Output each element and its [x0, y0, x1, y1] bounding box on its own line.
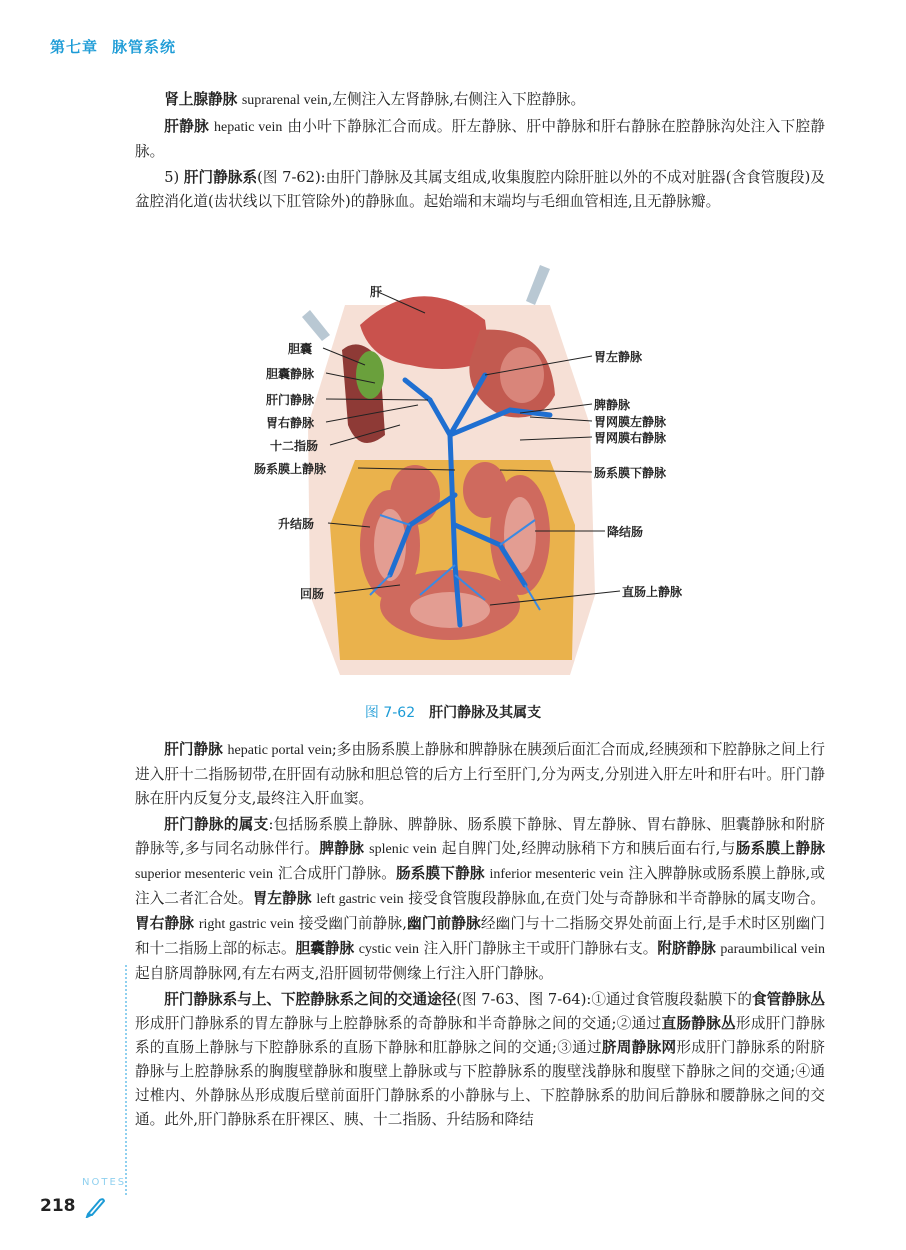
figure-caption [0, 702, 906, 722]
label-left-gastric-vein: 胃左静脉 [594, 350, 643, 364]
term: 胃左静脉 [252, 890, 312, 907]
paragraph-text: 形成肝门静脉系的附脐静脉与上腔静脉系的胸腹壁静脉和腹壁上静脉或与下腔静脉系的腹壁浅静脉和腹壁下静脉之间的交通;④通过椎内、外静脉丛形成腹后壁前面肝门静脉系的小静脉与上、下腔静脉系的肋间后静脉和腰静脉之间的交通。此外,肝门静脉系在肝裸区、胰、十二指肠、升结肠和降结 [135, 1039, 825, 1128]
paragraph-text: 经幽门与十二指肠交界处前面上行,是手术时区别幽门和十二指肠上部的标志。 [135, 915, 825, 957]
running-header [50, 36, 190, 57]
paragraph-text: 形成肝门静脉系的胃左静脉与上腔静脉系的奇静脉和半奇静脉之间的交通;②通过 [135, 1015, 662, 1032]
term: 脐周静脉网 [601, 1039, 677, 1056]
label-gallbladder: 胆囊 [288, 342, 313, 356]
section-label: 脉管系统 [112, 38, 177, 56]
term: 幽门前静脉 [406, 915, 481, 932]
paragraph-text: 由小叶下静脉汇合而成。肝左静脉、肝中静脉和肝右静脉在腔静脉沟处注入下腔静脉。 [135, 118, 826, 160]
label-cystic-vein: 胆囊静脉 [266, 367, 315, 381]
label-descending-colon: 降结肠 [607, 525, 644, 539]
term: 肠系膜下静脉 [395, 865, 485, 882]
item-number: 5) [164, 169, 180, 186]
paragraph-text: 形成肝门静脉系的直肠上静脉与下腔静脉系的直肠下静脉和肛静脉之间的交通;③通过 [135, 1015, 825, 1056]
paragraph-text: :包括肠系膜上静脉、脾静脉、肠系膜下静脉、胃左静脉、胃右静脉、胆囊静脉和附脐静脉等,多与同名动脉伴行。 [135, 816, 825, 857]
label-sup-rectal-vein: 直肠上静脉 [622, 585, 683, 599]
paragraph-text: 汇合成肝门静脉。 [277, 865, 396, 882]
term: 肝门静脉系与上、下腔静脉系之间的交通途径 [164, 991, 457, 1008]
term: 肝门静脉 [164, 741, 223, 758]
paragraph-text: (图 7-62):由肝门静脉及其属支组成,收集腹腔内除肝脏以外的不成对脏器(含食管腹段)及盆腔消化道(齿状线以下肛管除外)的静脉血。起始端和末端均与毛细血管相连,且无静脉瓣。 [135, 169, 826, 210]
notes-margin-line [125, 965, 127, 1195]
term-english: superior mesenteric vein [135, 867, 273, 882]
label-liver: 肝 [370, 285, 383, 299]
paragraph-text: (图 7-63、图 7-64):①通过食管腹段黏膜下的 [456, 991, 752, 1008]
term: 脾静脉 [319, 840, 365, 857]
label-duodenum: 十二指肠 [270, 439, 319, 453]
term: 肝门静脉系 [183, 169, 258, 186]
intro-text [135, 88, 825, 216]
term-english: inferior mesenteric vein [489, 867, 624, 882]
label-splenic-vein: 脾静脉 [594, 398, 631, 412]
term-english: suprarenal vein [241, 93, 328, 108]
term-english: hepatic portal vein [227, 743, 332, 758]
paragraph [135, 115, 825, 164]
label-left-gastroepiploic-vein: 胃网膜左静脉 [594, 415, 667, 429]
term: 直肠静脉丛 [661, 1015, 736, 1032]
term-english: hepatic vein [214, 120, 283, 135]
label-portal-vein: 肝门静脉 [266, 393, 315, 407]
leader-lines [250, 265, 650, 690]
notes-label: NOTES [82, 1177, 127, 1188]
page-number: 218 [40, 1196, 76, 1216]
label-right-gastric-vein: 胃右静脉 [266, 416, 315, 430]
term-english: paraumbilical vein [720, 942, 825, 957]
paragraph-text: 起自脾门处,经脾动脉稍下方和胰后面右行,与 [441, 840, 736, 857]
term: 胃右静脉 [135, 915, 195, 932]
anatomy-figure [250, 265, 683, 690]
term: 肝门静脉的属支 [164, 816, 269, 833]
paragraph-text: 注入脾静脉或肠系膜上静脉,或注入二者汇合处。 [135, 865, 826, 907]
label-inf-mesenteric-vein: 肠系膜下静脉 [594, 466, 667, 480]
term-english: cystic vein [358, 942, 419, 957]
paragraph [135, 88, 825, 113]
paragraph [135, 166, 825, 214]
chapter-label: 第七章 [50, 38, 99, 56]
term: 肠系膜上静脉 [735, 840, 826, 857]
label-sup-mesenteric-vein: 肠系膜上静脉 [254, 462, 327, 476]
paragraph-text: 接受食管腹段静脉血,在贲门处与奇静脉和半奇静脉的属支吻合。 [408, 890, 825, 907]
pen-icon [84, 1196, 106, 1218]
label-ileum: 回肠 [300, 587, 325, 601]
term-english: right gastric vein [198, 917, 295, 932]
term: 胆囊静脉 [295, 940, 355, 957]
paragraph-text: 起自脐周静脉网,有左右两支,沿肝圆韧带侧缘上行注入肝门静脉。 [135, 965, 553, 982]
term: 肾上腺静脉 [164, 91, 238, 108]
term: 肝静脉 [164, 118, 210, 135]
paragraph-text: ,左侧注入左肾静脉,右侧注入下腔静脉。 [327, 91, 586, 108]
paragraph [135, 813, 825, 986]
figure-title: 肝门静脉及其属支 [429, 705, 542, 721]
figure-number: 图 7-62 [364, 705, 416, 721]
paragraph-text: 接受幽门前静脉, [298, 915, 407, 932]
term-english: splenic vein [369, 842, 437, 857]
body-text [135, 738, 825, 1134]
term: 食管静脉丛 [751, 991, 825, 1008]
paragraph [135, 988, 825, 1132]
term: 附脐静脉 [657, 940, 716, 957]
term-english: left gastric vein [316, 892, 404, 907]
paragraph-text: 注入肝门静脉主干或肝门静脉右支。 [423, 940, 658, 957]
paragraph-text: ;多由肠系膜上静脉和脾静脉在胰颈后面汇合而成,经胰颈和下腔静脉之间上行进入肝十二指肠韧带,在肝固有动脉和胆总管的后方上行至肝门,分为两支,分别进入肝左叶和肝右叶。肝门静脉在肝内反复分支,最终注入肝血窦。 [135, 741, 826, 807]
label-right-gastroepiploic-vein: 胃网膜右静脉 [594, 431, 667, 445]
label-ascending-colon: 升结肠 [278, 517, 315, 531]
paragraph [135, 738, 825, 811]
